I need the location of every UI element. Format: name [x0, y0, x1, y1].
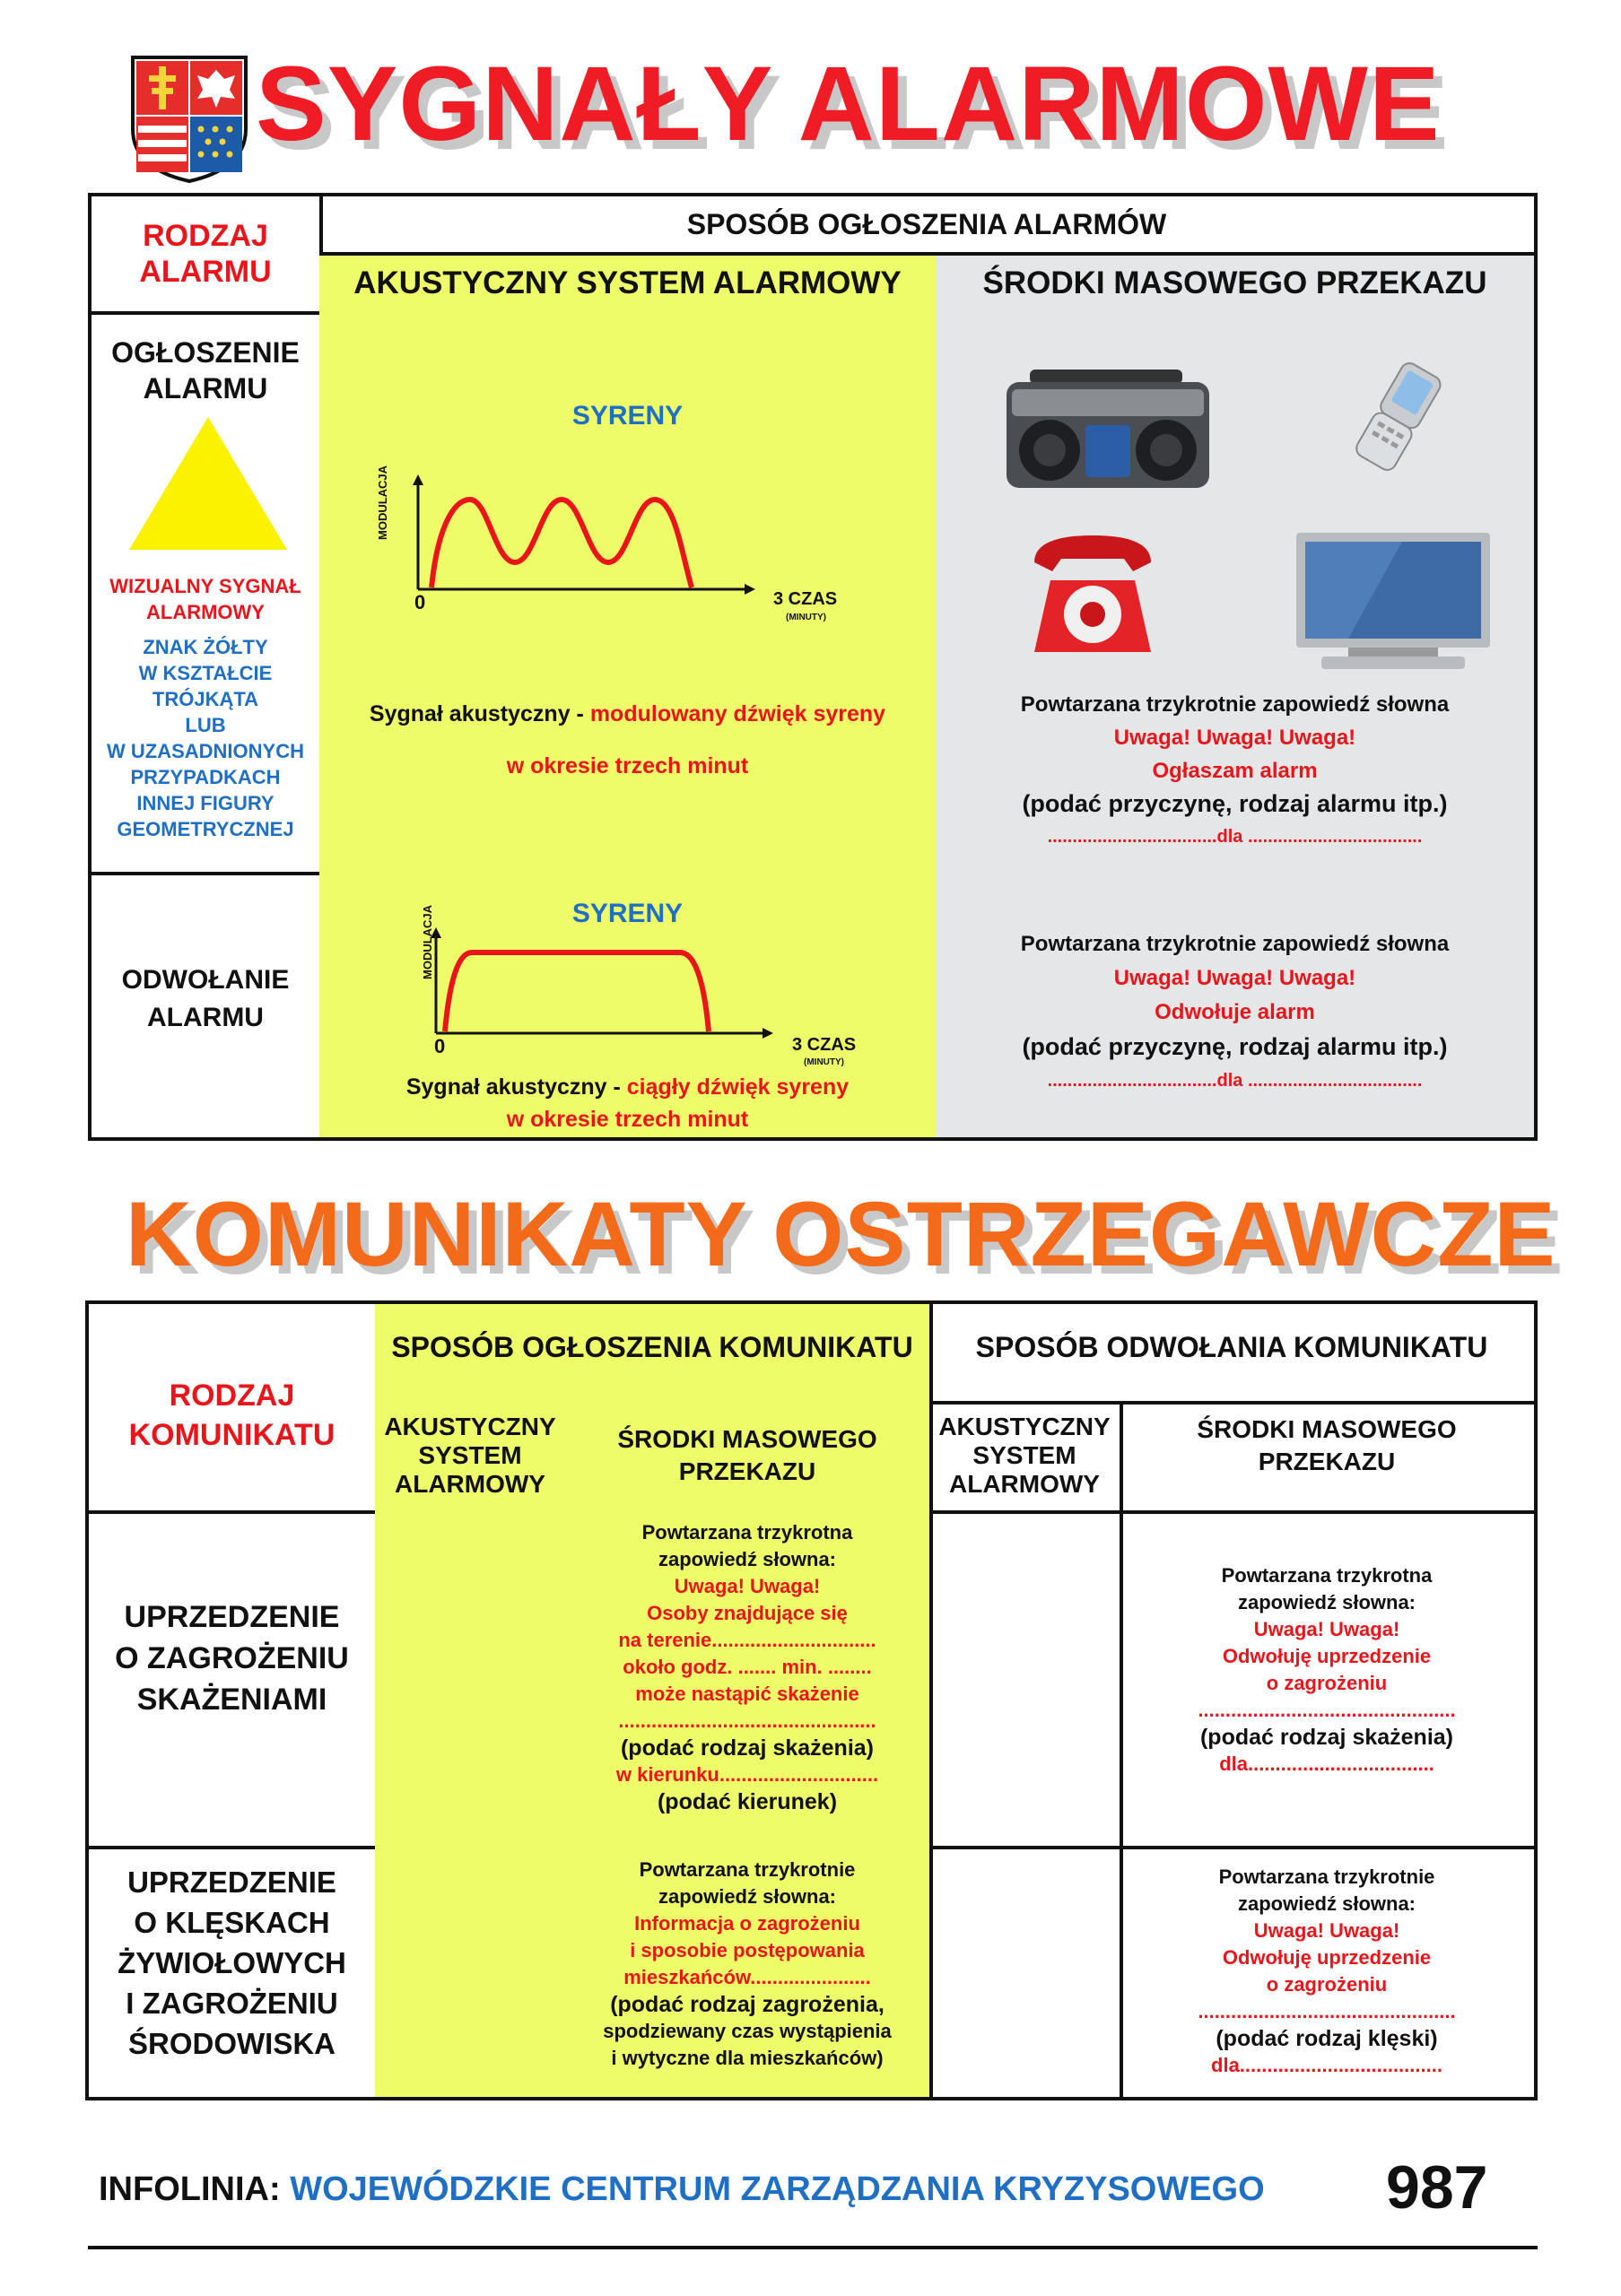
alarm-row2-label: ODWOŁANIE ALARMU [121, 965, 290, 1032]
alarm-row1-label: OGŁOSZENIE ALARMU [111, 336, 300, 404]
row2-acoustic-description: Sygnał akustyczny - ciągły dźwięk syreny w okresie trzech minut [405, 1074, 850, 1132]
text-line: o zagrożeniu [1266, 1672, 1388, 1694]
y-axis-label: MODULACJA [421, 904, 434, 979]
revoke-method-header: SPOSÓB ODWOŁANIA KOMUNIKATU [929, 1300, 1538, 1405]
radio-boombox-icon [1003, 370, 1218, 495]
alarm-row2-label-cell [88, 872, 323, 1141]
telephone-icon [1025, 526, 1160, 661]
continuous-siren-graph [400, 926, 795, 1060]
page-title: SYGNAŁY ALARMOWE [256, 45, 1441, 163]
text-line: około godz. ....... min. ........ [623, 1656, 872, 1678]
sirens-label: SYRENY [571, 899, 684, 928]
warning-row1-revoke-acoustic [929, 1510, 1123, 1849]
warning-row2-revoke-media [1120, 1846, 1538, 2100]
row2-media-announcement: Powtarzana trzykrotnie zapowiedź słowna Uwaga! Uwaga! Uwaga! Odwołuje alarm (podać przyczynę, rodzaj alarmu itp.) ..................................dla ................................... [1020, 932, 1450, 1091]
television-icon [1294, 531, 1492, 674]
warning-row2-revoke-text [1120, 1864, 1534, 2079]
footer-divider [88, 2246, 1538, 2249]
revoke-media-subheader: ŚRODKI MASOWEGO PRZEKAZU [1120, 1401, 1538, 1514]
text-line: Uwaga! Uwaga! [1253, 1618, 1400, 1640]
text-line: Powtarzana trzykrotna [641, 1521, 853, 1544]
row1-media-announcement: Powtarzana trzykrotnie zapowiedź słowna Uwaga! Uwaga! Uwaga! Ogłaszam alarm (podać przyczynę, rodzaj alarmu itp.) ..................................dla ................................... [1020, 692, 1450, 847]
warning-row2-announce-text [565, 1857, 929, 2072]
infoline-center: WOJEWÓDZKIE CENTRUM ZARZĄDZANIA KRYZYSOWEGO [290, 2170, 1265, 2208]
x-axis-unit: (MINUTY) [804, 1057, 844, 1067]
warning-row1-revoke-media [1120, 1510, 1538, 1849]
row1-acoustic-description: Sygnał akustyczny - modulowany dźwięk syreny w okresie trzech minut [369, 701, 886, 778]
alarm-method-header: SPOSÓB OGŁOSZENIA ALARMÓW [319, 193, 1538, 256]
coat-of-arms-emblem [127, 52, 251, 185]
announce-media-subheader: ŚRODKI MASOWEGO PRZEKAZU [565, 1401, 933, 1514]
infoline-label: INFOLINIA: [99, 2170, 291, 2208]
alarm-row1-label-cell [88, 311, 323, 875]
text-line: zapowiedź słowna: [1237, 1591, 1416, 1613]
alarm-row1-media-cell [936, 311, 1538, 875]
text-line: (podać rodzaj skażenia) [620, 1735, 875, 1761]
text-line: Powtarzana trzykrotnie [1218, 1866, 1435, 1888]
x-axis-zero: 0 [414, 591, 426, 613]
x-axis-unit: (MINUTY) [786, 613, 826, 622]
text-line: Uwaga! Uwaga! [1253, 1919, 1400, 1942]
alarm-row2-acoustic-cell [319, 872, 939, 1141]
x-axis-zero: 0 [434, 1035, 446, 1057]
visual-signal-description: ZNAK ŻÓŁTY W KSZTAŁCIE TRÓJKĄTA LUB W UZASADNIONYCH PRZYPADKACH INNEJ FIGURY GEOMETRYCZNEJ [107, 636, 304, 840]
section-title-warnings: KOMUNIKATY OSTRZEGAWCZE [126, 1183, 1556, 1285]
warning-row1-announce-acoustic [375, 1510, 569, 1849]
text-line: dla.................................. [1219, 1752, 1434, 1775]
text-line: Odwołuję uprzedzenie [1222, 1645, 1432, 1667]
alarm-row1-acoustic-cell [319, 311, 939, 875]
text-line: zapowiedź słowna: [1237, 1892, 1416, 1915]
text-line: Odwołuję uprzedzenie [1222, 1946, 1432, 1969]
text-line: Informacja o zagrożeniu [634, 1912, 860, 1935]
text-line: mieszkańców...................... [623, 1966, 871, 1988]
warning-type-header: RODZAJ KOMUNIKATU [85, 1300, 379, 1514]
text-line: może nastąpić skażenie [635, 1683, 859, 1705]
warning-row1-announce-media [565, 1510, 933, 1849]
warning-row2-revoke-acoustic [929, 1846, 1123, 2100]
text-line: Osoby znajdujące się [647, 1602, 848, 1624]
warning-row2-label-cell [85, 1846, 379, 2100]
visual-signal-text: WIZUALNY SYGNAŁ ALARMOWY [109, 575, 301, 623]
warning-row1-announce-text [565, 1519, 929, 1815]
text-line: ............................................... [1198, 2000, 1456, 2022]
mobile-phone-icon [1339, 358, 1456, 474]
text-line: Powtarzana trzykrotnie [639, 1858, 856, 1881]
announce-method-header: SPOSÓB OGŁOSZENIA KOMUNIKATU [375, 1300, 933, 1405]
infoline-number[interactable]: 987 [1386, 2153, 1488, 2222]
yellow-triangle-icon [129, 417, 287, 556]
text-line: (podać kierunek) [657, 1789, 838, 1814]
text-line: ............................................... [1198, 1699, 1456, 1721]
acoustic-column-header: AKUSTYCZNY SYSTEM ALARMOWY [319, 252, 939, 315]
warning-row1-label: UPRZEDZENIE O ZAGROŻENIU SKAŻENIAMI [115, 1600, 349, 1717]
warning-row1-label-cell [85, 1510, 379, 1849]
text-line: i sposobie postępowania [630, 1939, 865, 1961]
text-line: spodziewany czas wystąpienia [603, 2020, 892, 2042]
text-line: (podać rodzaj klęski) [1216, 2026, 1438, 2051]
modulated-siren-graph [382, 473, 777, 616]
alarm-type-header: RODZAJ ALARMU [88, 193, 323, 315]
text-line: (podać rodzaj zagrożenia, [610, 1992, 885, 2017]
text-line: Uwaga! Uwaga! [674, 1575, 821, 1597]
x-axis-time: 3 CZAS [792, 1035, 857, 1055]
x-axis-time: 3 CZAS [773, 589, 838, 609]
warning-row2-label: UPRZEDZENIE O KLĘSKACH ŻYWIOŁOWYCH I ZAGROŻENIU ŚRODOWISKA [118, 1866, 346, 2060]
warning-row1-revoke-text [1120, 1562, 1534, 1778]
text-line: (podać rodzaj skażenia) [1199, 1725, 1454, 1750]
announce-acoustic-subheader: AKUSTYCZNY SYSTEM ALARMOWY [375, 1401, 569, 1514]
text-line: o zagrożeniu [1266, 1973, 1388, 1996]
warning-row2-announce-media [565, 1846, 933, 2100]
text-line: w kierunku............................. [615, 1763, 879, 1786]
text-line: ............................................... [618, 1709, 876, 1732]
text-line: i wytyczne dla mieszkańców) [611, 2047, 884, 2069]
infoline-footer [99, 2170, 1265, 2209]
text-line: dla..................................... [1211, 2054, 1442, 2076]
text-line: na terenie.............................. [618, 1629, 876, 1651]
warning-row2-announce-acoustic [375, 1846, 569, 2100]
revoke-acoustic-subheader: AKUSTYCZNY SYSTEM ALARMOWY [929, 1401, 1123, 1514]
alarm-row2-media-cell [936, 872, 1538, 1141]
y-axis-label: MODULACJA [376, 465, 389, 540]
text-line: zapowiedź słowna: [658, 1885, 837, 1908]
media-column-header: ŚRODKI MASOWEGO PRZEKAZU [936, 252, 1538, 315]
text-line: zapowiedź słowna: [658, 1548, 837, 1570]
sirens-label: SYRENY [571, 401, 684, 430]
text-line: Powtarzana trzykrotna [1221, 1564, 1433, 1587]
